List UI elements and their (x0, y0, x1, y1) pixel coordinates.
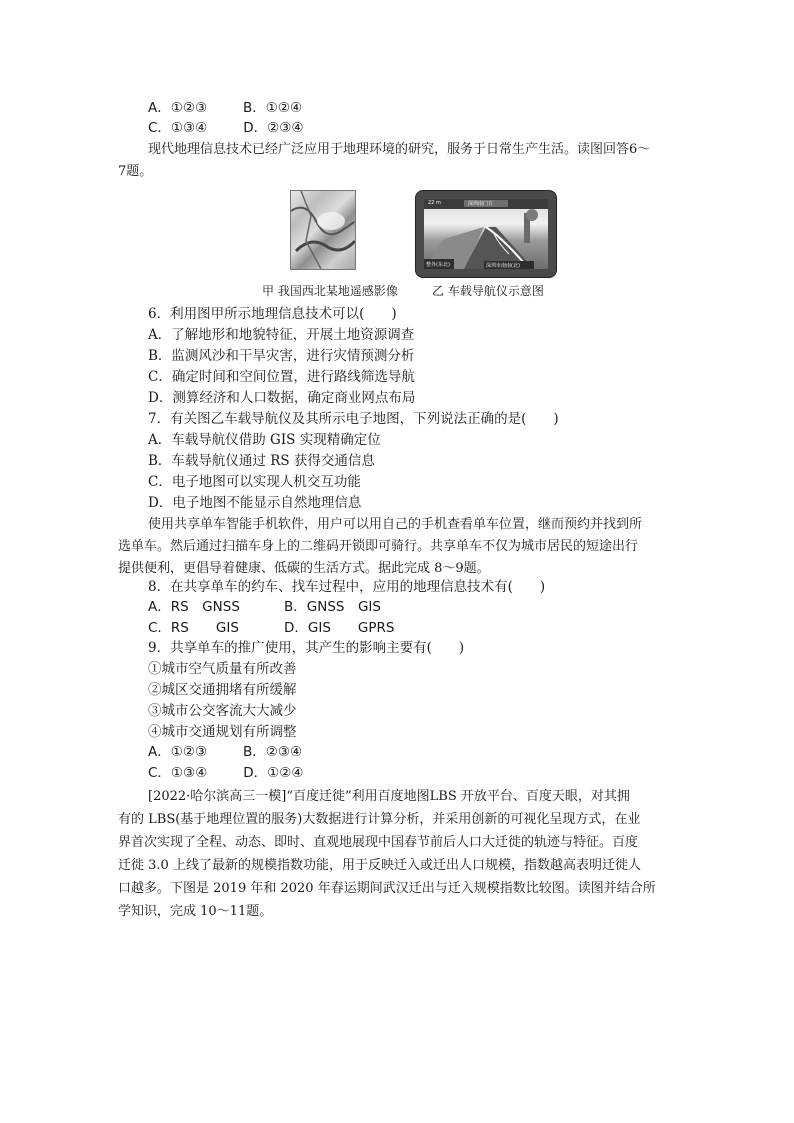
figure-caption-a: 甲 我国西北某地遥感影像 (262, 284, 398, 298)
q5-option-b: B．①②④ (243, 100, 303, 116)
intro-8-9-line3: 提供便利，更倡导着健康、低碳的生活方式。据此完成 8～9题。 (118, 561, 490, 576)
q8-option-c: C．RS GIS (148, 620, 239, 636)
nav-left-label: 整外(东北) (426, 262, 450, 268)
intro-8-9-line1: 使用共享单车智能手机软件，用户可以用自己的手机查看单车位置，继而预约并找到所 (148, 517, 643, 532)
car-navigator-image (415, 190, 557, 278)
q6-stem: 6．利用图甲所示地理信息技术可以( ) (148, 306, 397, 322)
q7-option-d: D．电子地图不能显示自然地理信息 (148, 495, 362, 511)
q6-option-a: A．了解地形和地貌特征，开展土地资源调查 (148, 327, 415, 343)
q8-options-row2 (148, 618, 394, 638)
q8-stem: 8．在共享单车的约车、找车过程中，应用的地理信息技术有( ) (148, 579, 546, 595)
intro-10-11-line5: 口越多。下图是 2019 年和 2020 年春运期间武汉迁出与迁入规模指数比较图。读图并结合所 (118, 881, 656, 896)
q9-item-4: ④城市交通规划有所调整 (148, 724, 297, 740)
q5-options-row2 (148, 118, 303, 138)
intro-6-7-line2: 7题。 (118, 164, 153, 179)
q9-item-2: ②城区交通拥堵有所缓解 (148, 682, 297, 698)
q5-option-a: A．①②③ (148, 100, 208, 116)
nav-top-label: 深圳南门方 (468, 201, 494, 207)
q5-options-row1 (148, 98, 302, 118)
nav-dist-label: 22 m (428, 200, 441, 206)
intro-10-11-line1: [2022·哈尔滨高三一模]“百度迁徙”利用百度地图LBS 开放平台、百度天眼，对其拥 (148, 789, 630, 804)
intro-10-11-line2: 有的 LBS(基于地理位置的服务)大数据进行计算分析，并采用创新的可视化呈现方式，在业 (118, 812, 641, 827)
intro-10-11-line6: 学知识，完成 10～11题。 (118, 904, 273, 919)
q7-stem: 7．有关图乙车载导航仪及其所示电子地图，下列说法正确的是( ) (148, 411, 559, 427)
q8-option-d: D．GIS GPRS (284, 620, 395, 636)
q8-option-b: B．GNSS GIS (284, 599, 381, 615)
q7-option-c: C．电子地图可以实现人机交互功能 (148, 474, 361, 490)
nav-bottom-label: 深圳市南南(北) (486, 263, 520, 269)
navigator-screen (424, 199, 548, 269)
q8-option-a: A．RS GNSS (148, 599, 240, 615)
q6-option-d: D．测算经济和人口数据，确定商业网点布局 (148, 390, 416, 406)
figure-row (290, 190, 560, 280)
q9-options-row2 (148, 763, 303, 783)
q9-option-a: A．①②③ (148, 744, 208, 760)
q6-option-c: C．确定时间和空间位置，进行路线筛选导航 (148, 369, 415, 385)
intro-8-9-line2: 选单车。然后通过扫描车身上的二维码开锁即可骑行。共享单车不仅为城市居民的短途出行 (118, 539, 639, 554)
q9-item-3: ③城市公交客流大大减少 (148, 703, 297, 719)
q7-option-b: B．车载导航仪通过 RS 获得交通信息 (148, 453, 375, 469)
q5-option-c: C．①③④ (148, 120, 208, 136)
remote-sensing-image (290, 190, 356, 270)
q9-option-b: B．②③④ (243, 744, 303, 760)
q9-option-d: D．①②④ (243, 765, 304, 781)
q9-item-1: ①城市空气质量有所改善 (148, 661, 297, 677)
q6-option-b: B．监测风沙和干旱灾害，进行灾情预测分析 (148, 348, 415, 364)
q5-option-d: D．②③④ (243, 120, 304, 136)
q9-option-c: C．①③④ (148, 765, 208, 781)
figure-caption-b: 乙 车载导航仪示意图 (432, 284, 544, 298)
q9-stem: 9．共享单车的推广使用，其产生的影响主要有( ) (148, 640, 465, 656)
q8-options-row1 (148, 597, 381, 617)
intro-6-7-line1: 现代地理信息技术已经广泛应用于地理环境的研究，服务于日常生产生活。读图回答6～ (148, 142, 651, 157)
intro-10-11-line4: 迁徙 3.0 上线了最新的规模指数功能，用于反映迁入或迁出人口规模，指数越高表明迁徙人 (118, 858, 641, 873)
q7-option-a: A．车载导航仪借助 GIS 实现精确定位 (148, 432, 381, 448)
q9-options-row1 (148, 742, 302, 762)
intro-10-11-line3: 界首次实现了全程、动态、即时、直观地展现中国春节前后人口大迁徙的轨迹与特征。百度 (118, 835, 639, 850)
